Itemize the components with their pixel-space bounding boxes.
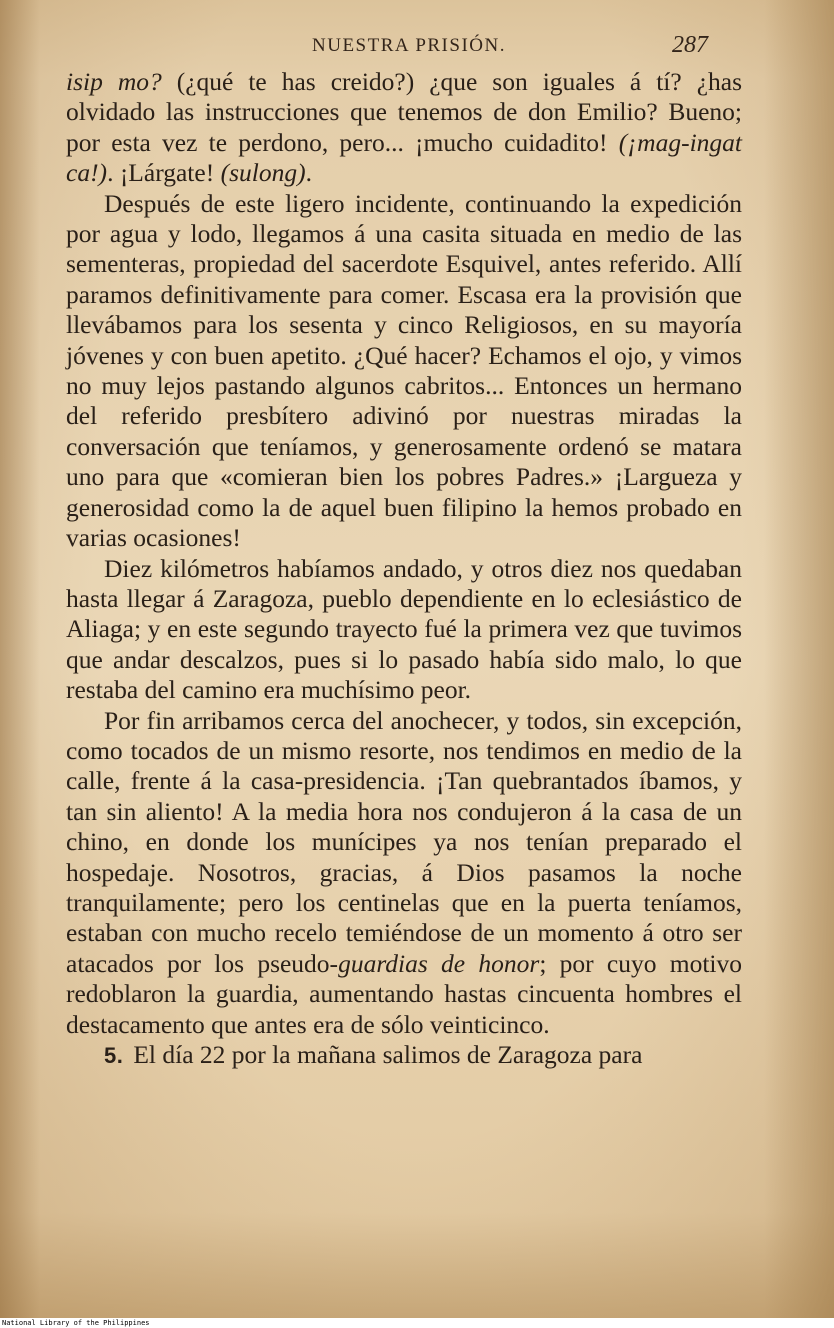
body-text <box>66 67 742 1071</box>
tagalog-phrase: (¡mag-ingat ca!) <box>66 127 742 188</box>
text-run: . <box>305 158 312 188</box>
footer-bar <box>0 1318 834 1328</box>
paragraph-3: Diez kilómetros habíamos andado, y otros diez nos quedaban hasta llegar á Zaragoza, pueblo dependiente en lo eclesiástico de Aliaga; y en este segundo trayecto fué la primera vez que tuvimos que andar descalzos, pues si lo pasado había sido malo, lo que restaba del camino era muchísimo peor. <box>66 553 742 705</box>
tagalog-phrase: (sulong) <box>220 158 306 188</box>
paragraph-4 <box>66 706 742 1040</box>
paragraph-1 <box>66 67 742 189</box>
page-header <box>0 32 834 62</box>
running-title: NUESTRA PRISIÓN. <box>312 35 506 56</box>
text-run: Por fin arribamos cerca del anochecer, y todos, sin excepción, como tocados de un mismo resorte, nos tendimos en medio de la calle, frente á la casa-presidencia. ¡Tan quebrantados íbamos, y tan sin aliento! A la media hora nos condujeron á la casa de un chino, en donde los munícipes ya nos tenían preparado el hospedaje. Nosotros, gracias, á Dios pasamos la noche tranquilamente; pero los centinelas que en la puerta teníamos, estaban con mucho recelo temiéndose de un momento á otro ser atacados por los pseudo- <box>66 705 742 978</box>
page-number: 287 <box>672 32 708 58</box>
text-run: . ¡Lárgate! <box>107 158 221 188</box>
text-run: ; por cuyo motivo redoblaron la guardia, aumentando hastas cincuenta hombres el destacamento que antes era de sólo veinticinco. <box>66 948 743 1039</box>
text-run: El día 22 por la mañana salimos de Zaragoza para <box>133 1040 643 1069</box>
paragraph-5 <box>66 1040 742 1071</box>
tagalog-phrase: isip mo? <box>66 67 162 96</box>
text-run: (¿qué te has creido?) ¿que son iguales á tí? ¿has olvidado las instrucciones que tenemos de don Emilio? Bueno; por esta vez te perdono, pero... ¡mucho cuidadito! <box>66 67 743 157</box>
italic-phrase: guardias de honor <box>338 948 540 978</box>
section-number: 5. <box>104 1043 124 1068</box>
paragraph-2: Después de este ligero incidente, continuando la expedición por agua y lodo, llegamos á una casita situada en medio de las sementeras, propiedad del sacerdote Esquivel, antes referido. Allí paramos definitivamente para comer. Escasa era la provisión que llevábamos para los sesenta y cinco Religiosos, en su mayoría jóvenes y con buen apetito. ¿Qué hacer? Echamos el ojo, y vimos no muy lejos pastando algunos cabritos... Entonces un hermano del referido presbítero adivinó por nuestras miradas la conversación que teníamos, y generosamente ordenó se matara uno para que «comieran bien los pobres Padres.» ¡Largueza y generosidad como la de aquel buen filipino la hemos probado en varias ocasiones! <box>66 188 742 553</box>
library-credit: National Library of the Philippines <box>2 1319 150 1327</box>
